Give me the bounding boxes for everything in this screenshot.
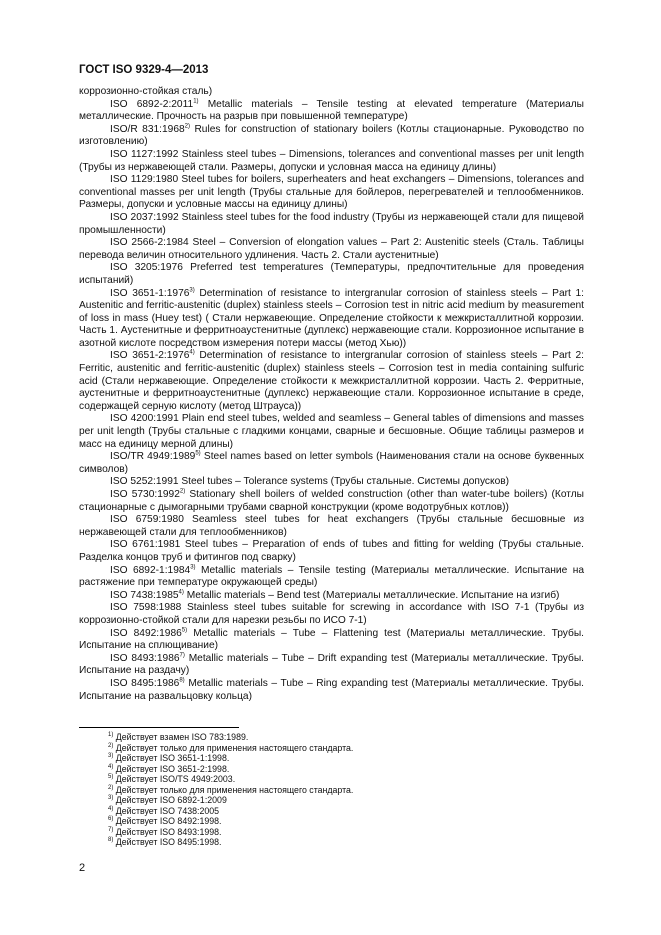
reference-title: Rules for construction of stationary boilers (Котлы стационарные. Руководство по изготовлению) xyxy=(79,123,585,148)
footnote-text: Действует только для применения настоящего стандарта. xyxy=(113,742,354,753)
reference-entry xyxy=(79,678,584,703)
footnote-text: Действует ISO 8493:1998. xyxy=(113,826,222,837)
footnote-text: Действует ISO 7438:2005 xyxy=(113,805,220,816)
reference-text: коррозионно-стойкая сталь) xyxy=(79,86,213,97)
reference-entry xyxy=(79,489,584,514)
references-list xyxy=(79,86,584,703)
reference-entry xyxy=(79,413,584,451)
reference-title: Determination of resistance to intergranular corrosion of stainless steels – Part 1: Austenitic and ferritic-austenitic (duplex) stainless steels – Corrosion test in nitric acid medium by measurement of loss in mass (Huey test) ( Стали нержавеющие. Определение стойкости к межкристаллитной коррозии. Часть 1. Аустенитные и ферритноаустенитные (дуплекс) нержавеющие стали. Коррозионное испытание в азотной кислоте посредством измерения потери массы (метод Хью)) xyxy=(79,287,584,349)
reference-entry xyxy=(79,149,584,174)
reference-text: ISO 2566-2:1984 Steel – Conversion of elongation values – Part 2: Austenitic steels (Сталь. Таблицы перевода величин относительного удлинения. Часть 2. Стали аустенитные) xyxy=(79,237,584,261)
reference-title: Steel names based on letter symbols (Наименования стали на основе буквенных символов) xyxy=(79,451,584,475)
reference-text: ISO 1129:1980 Steel tubes for boilers, superheaters and heat exchangers – Dimensions, tolerances and conventional masses per unit length (Трубы стальные для бойлеров, перегревателей и теплообменников. Размеры, допуски и условные массы на единицу длины) xyxy=(79,174,584,211)
reference-title: Stationary shell boilers of welded construction (other than water-tube boilers) (Котлы стационарные с дымогарными трубами сварной конструкции (кроме водотрубных котлов)) xyxy=(79,489,584,513)
reference-title: Metallic materials – Tensile testing (Материалы металлические. Испытание на растяжение при температуре окружающей среды) xyxy=(79,564,584,589)
reference-designation: ISO 7438:1985 xyxy=(110,589,179,601)
footnote-marker: 5) xyxy=(195,450,201,457)
footnote xyxy=(108,785,353,796)
footnote-number: 7) xyxy=(108,826,114,833)
reference-title: Metallic materials – Tube – Ring expanding test (Материалы металлические. Трубы. Испытание на развальцовку кольца) xyxy=(79,677,584,702)
footnote xyxy=(108,795,353,806)
reference-designation: ISO/TR 4949:1989 xyxy=(110,451,196,463)
reference-designation: ISO 3651-2:1976 xyxy=(110,350,190,362)
footnote-text: Действует ISO 8495:1998. xyxy=(113,837,222,847)
footnote xyxy=(108,827,353,838)
reference-title: Metallic materials – Tube – Drift expanding test (Материалы металлические. Трубы. Испытание на раздачу) xyxy=(79,652,584,677)
document-header: ГОСТ ISO 9329-4—2013 xyxy=(79,64,209,76)
footnote-marker: 7) xyxy=(179,652,185,659)
reference-designation: ISO 8492:1986 xyxy=(110,627,182,639)
footnote-text: Действует ISO/TS 4949:2003. xyxy=(113,774,236,784)
reference-designation: ISO 3651-1:1976 xyxy=(110,287,190,299)
footnote xyxy=(108,806,353,817)
footnote-number: 2) xyxy=(108,784,114,791)
reference-designation: ISO 6892-2:2011 xyxy=(110,98,194,110)
footnote-number: 4) xyxy=(108,763,114,770)
reference-entry xyxy=(79,539,584,564)
reference-title: Metallic materials – Bend test (Материалы металлические. Испытание на изгиб) xyxy=(183,589,560,601)
reference-designation: ISO 8493:1986 xyxy=(110,652,180,664)
footnote-divider xyxy=(79,727,239,728)
reference-entry xyxy=(79,237,584,262)
footnote xyxy=(108,753,353,764)
footnote-number: 5) xyxy=(108,774,114,781)
footnote-number: 4) xyxy=(108,805,114,812)
reference-entry xyxy=(79,451,584,476)
footnote-number: 1) xyxy=(108,732,114,739)
reference-entry xyxy=(79,590,584,603)
page-number: 2 xyxy=(79,862,86,874)
reference-designation: ISO/R 831:1968 xyxy=(110,123,185,135)
footnote-number: 3) xyxy=(108,795,114,802)
footnote xyxy=(108,837,353,848)
footnote-marker: 8) xyxy=(179,677,185,684)
footnote-number: 8) xyxy=(108,837,114,844)
reference-text: ISO 4200:1991 Plain end steel tubes, welded and seamless – General tables of dimensions and masses per unit length (Трубы стальные с гладкими концами, сварные и бесшовные. Общие таблицы размеров и масс на единицу мерной длины) xyxy=(79,413,584,450)
reference-entry xyxy=(79,124,584,149)
footnote-marker: 5) xyxy=(181,627,188,634)
reference-text: ISO 6759:1980 Seamless steel tubes for heat exchangers (Трубы стальные бесшовные из нержавеющей стали для теплообменников) xyxy=(79,514,584,538)
reference-entry xyxy=(79,602,584,627)
reference-entry xyxy=(79,653,584,678)
reference-title: Determination of resistance to intergranular corrosion of stainless steels – Part 2: Ferritic, austenitic and ferritic-austenitic (duplex) stainless steels – Corrosion test in media containing sulfuric acid (Стали нержавеющие. Определение стойкости к межкристаллитной коррозии. Часть 2. Ферритные, аустенитные и ферритноаустенитные (дуплекс) нержавеющие стали. Коррозионное испытание в среде, содержащей серную кислоту (метод Штрауса)) xyxy=(79,350,584,412)
footnote-marker: 3) xyxy=(190,564,196,571)
reference-text: ISO 5252:1991 Steel tubes – Tolerance systems (Трубы стальные. Системы допусков) xyxy=(110,476,510,488)
reference-designation: ISO 6892-1:1984 xyxy=(110,564,191,576)
footnote-marker: 4) xyxy=(178,589,184,596)
reference-designation: ISO 5730:1992 xyxy=(110,489,180,500)
reference-text: ISO 3205:1976 Preferred test temperatures (Температуры, предпочтительные для проведения испытаний) xyxy=(79,262,584,286)
footnote-text: Действует взамен ISO 783:1989. xyxy=(113,732,249,742)
reference-entry xyxy=(79,514,584,539)
reference-entry xyxy=(79,565,584,590)
footnote-marker: 2) xyxy=(184,123,191,130)
reference-text: ISO 6761:1981 Steel tubes – Preparation of ends of tubes and fitting for welding (Трубы стальные. Разделка концов труб и фитингов под сварку) xyxy=(79,539,584,563)
footnote xyxy=(108,732,353,743)
reference-title: Metallic materials – Tube – Flattening test (Материалы металлические. Трубы. Испытание на сплющивание) xyxy=(79,627,584,652)
footnote-marker: 3) xyxy=(189,287,195,294)
footnote-text: Действует ISO 3651-1:1998. xyxy=(113,753,230,763)
reference-text: ISO 7598:1988 Stainless steel tubes suitable for screwing in accordance with ISO 7-1 (Трубы из коррозионно-стойкой стали для нарезки резьбы по ИСО 7-1) xyxy=(79,602,584,626)
reference-entry xyxy=(79,174,584,212)
footnote xyxy=(108,743,353,754)
reference-title: Metallic materials – Tensile testing at elevated temperature (Материалы металлические. Прочность на разрыв при повышенной температуре) xyxy=(79,98,585,123)
footnotes-list xyxy=(108,732,353,848)
footnote-number: 3) xyxy=(108,753,114,760)
reference-entry xyxy=(79,99,584,124)
reference-entry xyxy=(79,476,584,489)
footnote xyxy=(108,774,353,785)
reference-entry xyxy=(79,86,584,99)
footnote-number: 2) xyxy=(108,742,114,749)
footnote-text: Действует ISO 6892-1:2009 xyxy=(113,795,227,805)
reference-text: ISO 2037:1992 Stainless steel tubes for the food industry (Трубы из нержавеющей стали для пищевой промышленности) xyxy=(79,211,584,236)
reference-entry xyxy=(79,628,584,653)
footnote-marker: 1) xyxy=(193,98,199,105)
reference-entry xyxy=(79,288,584,351)
reference-entry xyxy=(79,262,584,287)
footnote-marker: 2) xyxy=(179,488,186,495)
footnote xyxy=(108,816,353,827)
footnote-text: Действует ISO 8492:1998. xyxy=(113,816,222,826)
footnote xyxy=(108,764,353,775)
reference-designation: ISO 8495:1986 xyxy=(110,677,180,689)
footnote-text: Действует ISO 3651-2:1998. xyxy=(113,763,230,774)
footnote-text: Действует только для применения настоящего стандарта. xyxy=(113,784,354,795)
footnote-marker: 4) xyxy=(189,350,195,357)
footnote-number: 6) xyxy=(108,816,114,823)
reference-text: ISO 1127:1992 Stainless steel tubes – Dimensions, tolerances and conventional masses per unit length (Трубы из нержавеющей стали. Размеры, допуски и условная масса на единицу длины) xyxy=(79,148,584,173)
reference-entry xyxy=(79,350,584,413)
reference-entry xyxy=(79,212,584,237)
